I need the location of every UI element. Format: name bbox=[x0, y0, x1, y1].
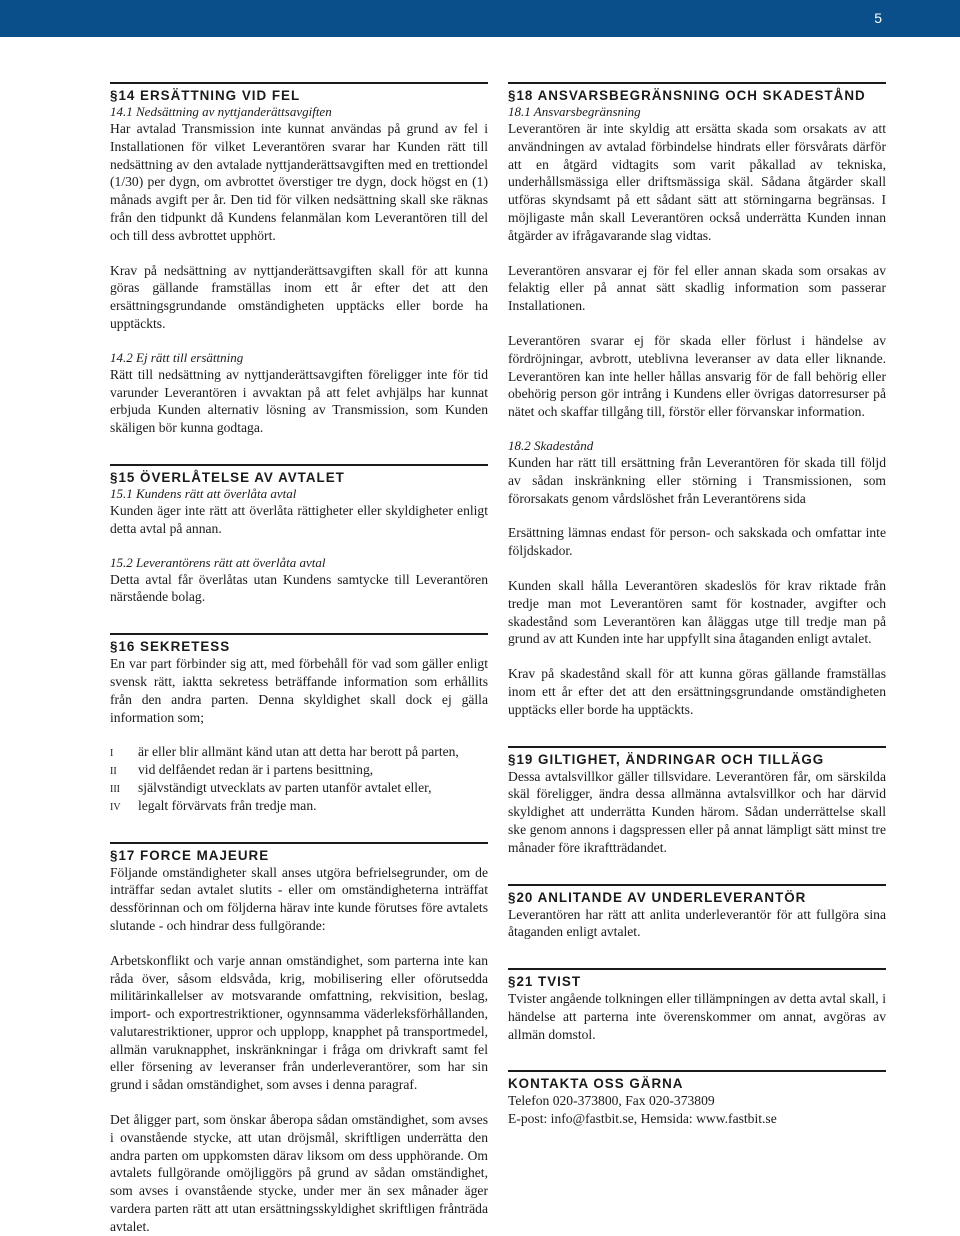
subsection-heading: 14.2 Ej rätt till ersättning bbox=[110, 349, 244, 365]
contact-heading: KONTAKTA OSS GÄRNA bbox=[508, 1076, 684, 1092]
paragraph: Kunden har rätt till ersättning från Leverantören för skada till följd av sådan inskränkning eller störning i Transmissionen, som förorsakats genom vårdslöshet från Leverantörens sida bbox=[508, 454, 886, 506]
section-17 bbox=[110, 842, 488, 1236]
paragraph: Ersättning lämnas endast för person- och sakskada och omfattar inte följdskador. bbox=[508, 525, 886, 559]
section-heading: §18 ANSVARSBEGRÄNSNING OCH SKADESTÅND bbox=[508, 88, 866, 103]
paragraph: Rätt till nedsättning av nyttjanderättsavgiften föreligger inte för tid varunder Leverantören i avvaktan på att felet avhjälps har kunnat erbjuda Kunden alternativ lösning av Transmission, som Kunden skäligen bör kunna godtaga. bbox=[110, 366, 488, 436]
subsection-heading: 18.2 Skadestånd bbox=[508, 437, 594, 453]
paragraph: Leverantören ansvarar ej för fel eller annan skada som orsakas av felaktig eller på annat sätt skadlig information som passerar Installationen. bbox=[508, 262, 886, 314]
paragraph: Leverantören svarar ej för skada eller förlust i händelse av fördröjningar, avbrott, uteblivna leveranser av data eller liknande. Leverantören kan inte heller hållas ansvarig för de fall behörig eller obehörig person gör intrång i Kundens eller övrigas datorresurser på nätet och skaffar tillgång till, förstör eller förvanskar information. bbox=[508, 332, 886, 420]
section-heading: §17 FORCE MAJEURE bbox=[110, 847, 270, 863]
section-14 bbox=[110, 82, 488, 437]
section-rule bbox=[508, 82, 886, 84]
section-heading: §16 SEKRETESS bbox=[110, 639, 231, 655]
section-heading: §19 GILTIGHET, ÄNDRINGAR OCH TILLÄGG bbox=[508, 751, 825, 767]
paragraph: Tvister angående tolkningen eller tillämpningen av detta avtal skall, i händelse att parterna inte överenskommer om annat, avgöras av allmän domstol. bbox=[508, 991, 886, 1042]
list-number: ii bbox=[110, 762, 117, 778]
subsection-heading: 18.1 Ansvarsbegränsning bbox=[508, 104, 641, 119]
contact-email: E-post: info@fastbit.se, Hemsida: www.fastbit.se bbox=[508, 1111, 777, 1127]
list-item bbox=[110, 743, 488, 761]
section-15 bbox=[110, 464, 488, 606]
paragraph: Krav på skadestånd skall för att kunna göras gällande framställas inom ett år efter det att den ersättningsgrundande omständigheten upptäcks eller borde ha upptäckts. bbox=[508, 666, 886, 717]
paragraph: Dessa avtalsvillkor gäller tillsvidare. Leverantören får, om särskilda skäl föreligger, ändra dessa allmänna avtalsvillkor och har därvid skyldighet att underrätta Kunden härom. Sådan underrättelse skall ske genom annons i dagspressen eller på annat lämpligt sätt minst tre månader före ikraftträdandet. bbox=[508, 768, 886, 855]
section-19 bbox=[508, 746, 886, 857]
paragraph: Leverantören är inte skyldig att ersätta skada som orsakats av att användningen av avtalad förbindelse hindrats eller försvårats därför att en åtgärd vidtagits som varit påkallad av tekniska, underhållsmässiga eller driftsmässiga skäl. Sådana åtgärder skall utföras skyndsamt på ett sådant sätt att störningarna begränsas. I möjligaste mån skall Leverantören också underrätta Kunden innan åtgärder av ifrågavarande slag vidtas. bbox=[508, 121, 886, 243]
header-bar bbox=[0, 0, 960, 37]
section-18 bbox=[508, 82, 886, 719]
section-21 bbox=[508, 968, 886, 1043]
paragraph: Arbetskonflikt och varje annan omständighet, som parterna inte kan råda över, såsom eldsvåda, krig, mobilisering eller oförutsedda militärinkallelser av motsvarande omfattning, rekvisition, beslag, import- och exportrestriktioner, ogynnsamma väderleksförhållanden, valutarestriktioner, uppror och upplopp, knapphet på transportmedel, allmän varuknapphet, inskränkningar i fråga om drivkraft samt fel eller försening av leveranser från underleverantörer, som har sin grund i sådan omständighet, som avses i denna paragraf. bbox=[110, 952, 488, 1093]
section-rule bbox=[110, 82, 488, 84]
list-number: iii bbox=[110, 779, 120, 795]
section-heading: §15 ÖVERLÅTELSE AV AVTALET bbox=[110, 469, 345, 485]
section-rule bbox=[110, 633, 488, 635]
left-column bbox=[110, 82, 488, 1236]
list-number: iv bbox=[110, 797, 121, 813]
subsection-heading: 15.1 Kundens rätt att överlåta avtal bbox=[110, 485, 297, 501]
paragraph: Kunden äger inte rätt att överlåta rättigheter eller skyldigheter enligt detta avtal på annan. bbox=[110, 502, 488, 536]
paragraph: Följande omständigheter skall anses utgöra befrielsegrunder, om de inträffar sedan avtalet slutits - eller om omständigheterna inträffat dessförinnan och om följderna härav inte kunde förutses före avtalets slutande - och hindrar dess fullgörande: bbox=[110, 864, 488, 933]
section-rule bbox=[110, 464, 488, 466]
list-item bbox=[110, 761, 488, 779]
section-rule bbox=[508, 1070, 886, 1072]
section-rule bbox=[508, 884, 886, 886]
paragraph: Detta avtal får överlåtas utan Kundens samtycke till Leverantören närstående bolag. bbox=[110, 571, 488, 605]
page-number: 5 bbox=[874, 10, 882, 26]
list-item bbox=[110, 779, 488, 797]
contact-section bbox=[508, 1070, 886, 1128]
section-heading: §20 ANLITANDE AV UNDERLEVERANTÖR bbox=[508, 889, 807, 905]
section-heading: §14 ERSÄTTNING VID FEL bbox=[110, 88, 301, 103]
section-rule bbox=[508, 746, 886, 748]
paragraph: Det åligger part, som önskar åberopa sådan omständighet, som avses i ovanstående stycke, att utan dröjsmål, skriftligen underrätta den andra parten om uppkomsten därav liksom om dess upphörande. Om avtalets fullgörande omöjliggörs på grund av sådan omständighet, som avses i ovanstående stycke, under mer än sex månader äger vardera parten rätt att utan ersättningsskyldighet skriftligen frånträda avtalet. bbox=[110, 1112, 488, 1234]
exception-list bbox=[110, 743, 488, 814]
list-text: legalt förvärvats från tredje man. bbox=[138, 797, 317, 813]
paragraph: En var part förbinder sig att, med förbehåll för vad som gäller enligt svensk rätt, iaktta sekretess beträffande information som erhållits från den andra parten. Denna skyldighet skall dock ej gälla information som; bbox=[110, 656, 488, 725]
section-rule bbox=[110, 842, 488, 844]
list-text: självständigt utvecklats av parten utanför avtalet eller, bbox=[138, 779, 432, 795]
list-item bbox=[110, 797, 488, 815]
paragraph: Har avtalad Transmission inte kunnat användas på grund av fel i Installationen för vilket Leverantören svarar har Kunden rätt till nedsättning av den avtalade nyttjanderättsavgiften med en trettiondel (1/30) per dygn, om avbrottet överstiger tre dygn, dock högst en (1) månads avgift per år. Den tid för vilken nedsättning skall ske räknas från den tidpunkt då Kundens felanmälan kom Leverantören till del och till dess avbrottet upphört. bbox=[110, 121, 488, 243]
section-rule bbox=[508, 968, 886, 970]
section-heading: §21 TVIST bbox=[508, 974, 582, 990]
contact-phone: Telefon 020-373800, Fax 020-373809 bbox=[508, 1093, 715, 1109]
list-text: vid delfåendet redan är i partens besittning, bbox=[138, 762, 374, 778]
subsection-heading: 14.1 Nedsättning av nyttjanderättsavgiften bbox=[110, 104, 332, 119]
right-column bbox=[508, 82, 886, 1128]
paragraph: Leverantören har rätt att anlita underleverantör för att fullgöra sina åtaganden enligt avtalet. bbox=[508, 906, 886, 940]
subsection-heading: 15.2 Leverantörens rätt att överlåta avtal bbox=[110, 554, 326, 570]
list-text: är eller blir allmänt känd utan att detta har berott på parten, bbox=[138, 744, 459, 760]
paragraph: Krav på nedsättning av nyttjanderättsavgiften skall för att kunna göras gällande framställas inom ett år efter det att den ersättningsgrundande omständigheten upptäcks eller borde ha upptäckts. bbox=[110, 262, 488, 331]
section-16 bbox=[110, 633, 488, 814]
list-number: i bbox=[110, 744, 114, 760]
section-20 bbox=[508, 884, 886, 942]
paragraph: Kunden skall hålla Leverantören skadeslös för krav riktade från tredje man mot Leverantören samt för kostnader, avgifter och skadestånd som Leverantören kan åläggas utge till tredje man på grund av att Kunden inte har uppfyllt sina åtaganden enligt avtalet. bbox=[508, 577, 886, 647]
